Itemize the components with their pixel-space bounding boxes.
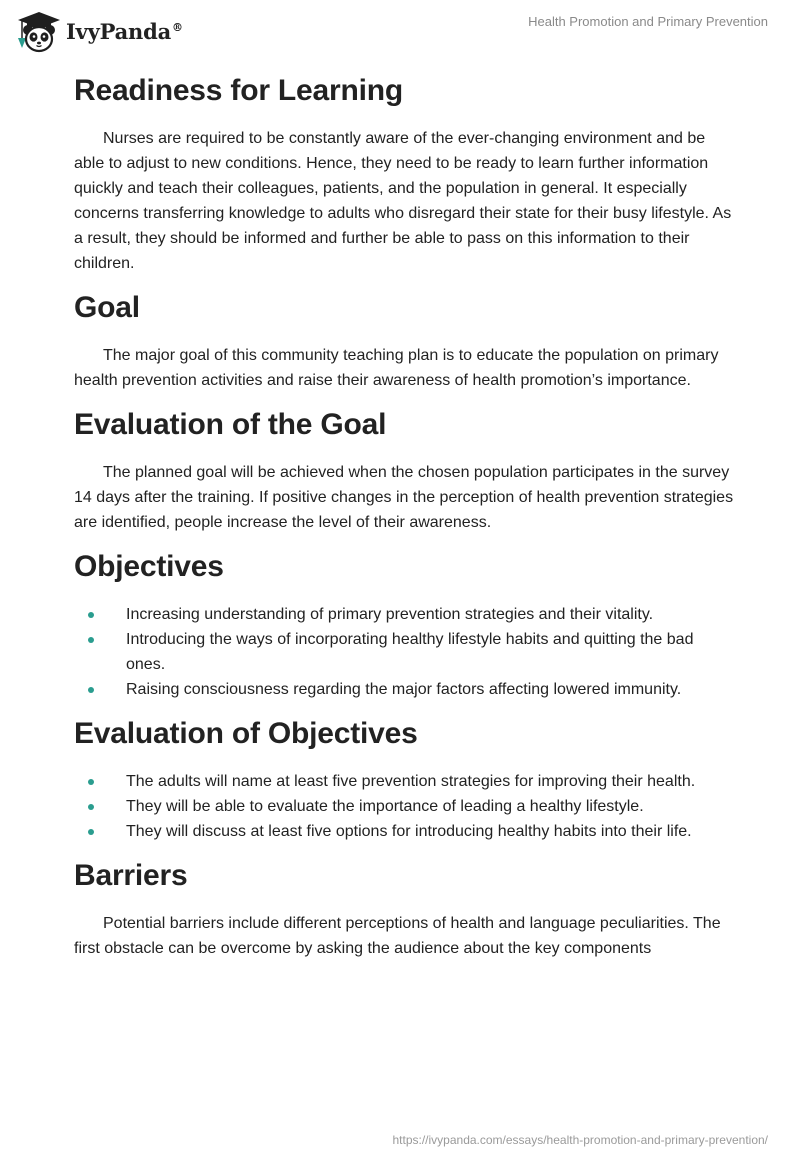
bullet-icon (88, 779, 94, 785)
bullet-icon (88, 637, 94, 643)
page-header (0, 0, 800, 60)
section-heading: Evaluation of the Goal (74, 408, 387, 441)
section-paragraph: The major goal of this community teaching plan is to educate the population on primary health prevention activities and raise their awareness of health promotion’s importance. (74, 347, 719, 389)
section-evaluation-goal (74, 404, 734, 535)
document-title: Health Promotion and Primary Prevention (528, 14, 768, 29)
bullet-icon (88, 829, 94, 835)
bullet-icon (88, 687, 94, 693)
bullet-icon (88, 804, 94, 810)
section-paragraph: Nurses are required to be constantly aware of the ever-changing environment and be able to adjust to new conditions. Hence, they need to be ready to learn further information quickly and teach their colleagues, patients, and the population in general. It especially concerns transferring knowledge to adults who disregard their state for their busy lifestyle. As a result, they should be informed and further be able to pass on this information to their children. (74, 130, 732, 272)
list-item: They will be able to evaluate the importance of leading a healthy lifestyle. (74, 794, 734, 819)
section-readiness (74, 70, 734, 276)
section-heading: Readiness for Learning (74, 74, 404, 107)
source-url[interactable]: https://ivypanda.com/essays/health-promotion-and-primary-prevention/ (392, 1133, 768, 1147)
section-goal (74, 287, 734, 393)
ivypanda-logo[interactable] (14, 8, 183, 54)
panda-graduate-icon (14, 8, 60, 54)
section-barriers (74, 855, 734, 961)
objectives-list (74, 602, 734, 702)
section-objectives (74, 546, 734, 702)
list-item: Increasing understanding of primary prevention strategies and their vitality. (74, 602, 734, 627)
section-heading: Objectives (74, 550, 224, 583)
essay-content (74, 70, 734, 972)
section-paragraph: Potential barriers include different perceptions of health and language peculiarities. The first obstacle can be overcome by asking the audience about the key components (74, 915, 721, 957)
section-evaluation-objectives (74, 713, 734, 844)
section-heading: Goal (74, 291, 140, 324)
bullet-icon (88, 612, 94, 618)
section-heading: Barriers (74, 859, 188, 892)
evaluation-list (74, 769, 734, 844)
section-heading: Evaluation of Objectives (74, 717, 418, 750)
brand-name: IvyPanda® (66, 18, 183, 44)
list-item: They will discuss at least five options for introducing healthy habits into their life. (74, 819, 734, 844)
section-paragraph: The planned goal will be achieved when the chosen population participates in the survey 14 days after the training. If positive changes in the perception of health prevention strategies are identified, people increase the level of their awareness. (74, 464, 734, 531)
list-item: Introducing the ways of incorporating healthy lifestyle habits and quitting the bad ones. (74, 627, 734, 677)
list-item: The adults will name at least five prevention strategies for improving their health. (74, 769, 734, 794)
list-item: Raising consciousness regarding the major factors affecting lowered immunity. (74, 677, 734, 702)
